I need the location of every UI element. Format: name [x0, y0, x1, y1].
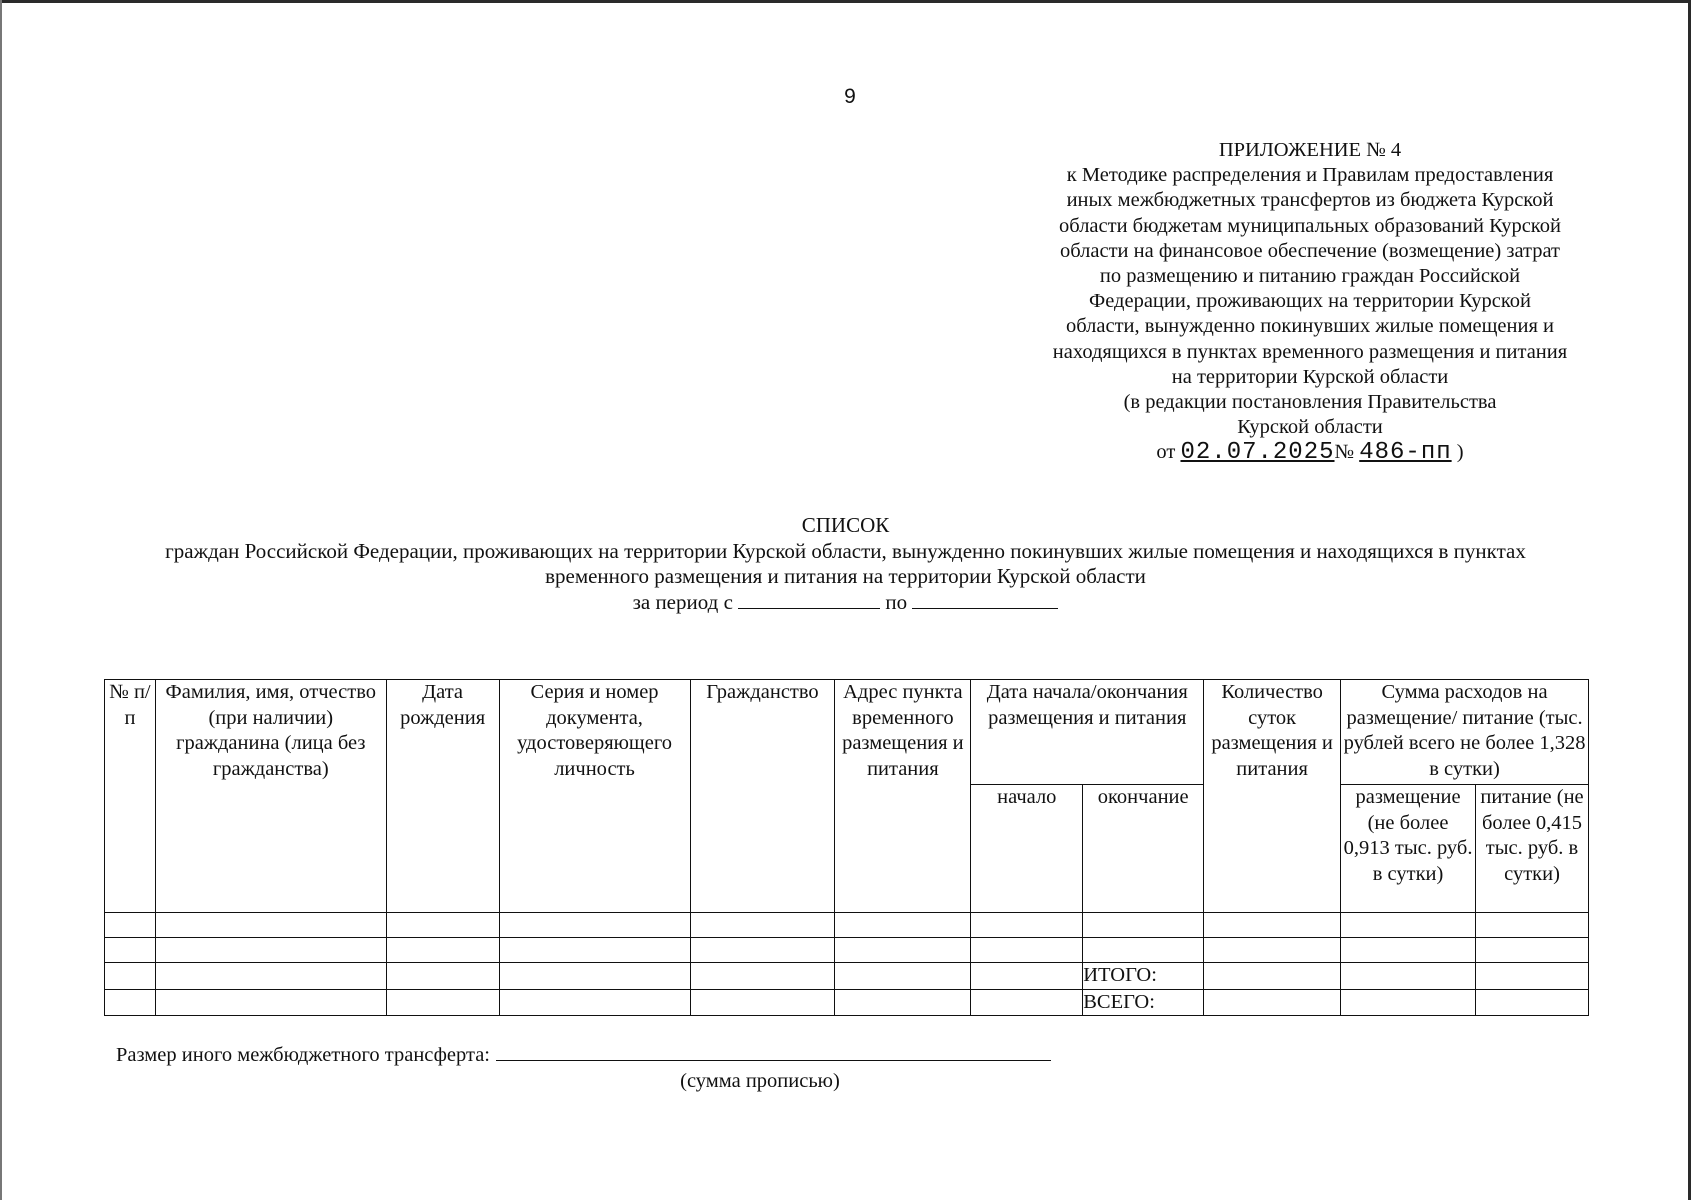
header-birth-date: Дата рождения: [386, 680, 499, 913]
transfer-amount-line: [116, 1042, 1051, 1067]
appendix-header: [1010, 138, 1610, 466]
period-prefix: за период с: [632, 589, 733, 614]
appendix-line: Федерации, проживающих на территории Курской: [1089, 290, 1531, 313]
scan-edge-top: [0, 0, 1691, 3]
resolution-date: 02.07.2025: [1180, 439, 1335, 467]
list-subtitle: временного размещения и питания на территории Курской области: [545, 564, 1146, 588]
header-citizenship: Гражданство: [690, 680, 835, 913]
table-row: [105, 913, 1589, 938]
header-address: Адрес пункта временного размещения и питания: [835, 680, 971, 913]
header-end: окончание: [1083, 785, 1204, 913]
period-from-blank: [738, 590, 880, 609]
appendix-line: (в редакции постановления Правительства: [1123, 391, 1497, 414]
resolution-date-line: [1010, 440, 1610, 465]
amount-in-words-hint: (сумма прописью): [680, 1070, 840, 1092]
appendix-line: области, вынужденно покинувших жилые помещения и: [1066, 315, 1554, 338]
appendix-title: ПРИЛОЖЕНИЕ № 4: [1218, 139, 1402, 161]
grand-total-label: ВСЕГО:: [1083, 989, 1204, 1016]
header-fio: Фамилия, имя, отчество (при наличии) гражданина (лица без гражданства): [155, 680, 386, 913]
total-row: [105, 963, 1589, 990]
appendix-line: области бюджетам муниципальных образований Курской: [1059, 214, 1561, 237]
period-line: [100, 590, 1591, 616]
appendix-line: Курской области: [1237, 416, 1383, 439]
appendix-line: к Методике распределения и Правилам предоставления: [1066, 164, 1554, 187]
header-document: Серия и номер документа, удостоверяющего личность: [499, 680, 690, 913]
appendix-line: по размещению и питанию граждан Российской: [1099, 265, 1521, 288]
list-subtitle: граждан Российской Федерации, проживающих на территории Курской области, вынужденно покинувших жилые помещения и находящихся в пунктах: [165, 538, 1526, 563]
total-label: ИТОГО:: [1083, 963, 1204, 990]
scan-edge-left: [0, 0, 2, 1200]
grand-total-row: [105, 989, 1589, 1016]
list-title-block: [100, 513, 1591, 615]
table-row: [105, 938, 1589, 963]
transfer-label: Размер иного межбюджетного трансферта:: [116, 1044, 491, 1066]
period-to-label: по: [885, 589, 908, 614]
appendix-line: иных межбюджетных трансфертов из бюджета Курской: [1066, 189, 1554, 212]
citizens-table: [104, 679, 1589, 1016]
header-start: начало: [971, 785, 1083, 913]
appendix-line: находящихся в пунктах временного размещения и питания: [1052, 340, 1568, 363]
closing-paren: ): [1456, 441, 1464, 464]
header-sum: Сумма расходов на размещение/ питание (тыс. рублей всего не более 1,328 в сутки): [1341, 680, 1589, 785]
appendix-line: на территории Курской области: [1171, 365, 1449, 388]
transfer-amount-blank: [496, 1042, 1051, 1061]
header-days: Количество суток размещения и питания: [1204, 680, 1341, 913]
number-prefix: №: [1334, 441, 1355, 464]
header-dates: Дата начала/окончания размещения и питания: [971, 680, 1204, 785]
list-title: СПИСОК: [801, 513, 890, 537]
header-food: питание (не более 0,415 тыс. руб. в сутки): [1476, 785, 1589, 913]
resolution-number: 486-пп: [1359, 439, 1452, 467]
page-number: 9: [844, 85, 856, 108]
header-placement: размещение (не более 0,913 тыс. руб. в сутки): [1341, 785, 1476, 913]
appendix-line: области на финансовое обеспечение (возмещение) затрат: [1059, 239, 1561, 262]
date-prefix: от: [1156, 441, 1176, 464]
table-header-row: [105, 680, 1589, 785]
period-to-blank: [912, 590, 1058, 609]
header-num: № п/п: [105, 680, 156, 913]
